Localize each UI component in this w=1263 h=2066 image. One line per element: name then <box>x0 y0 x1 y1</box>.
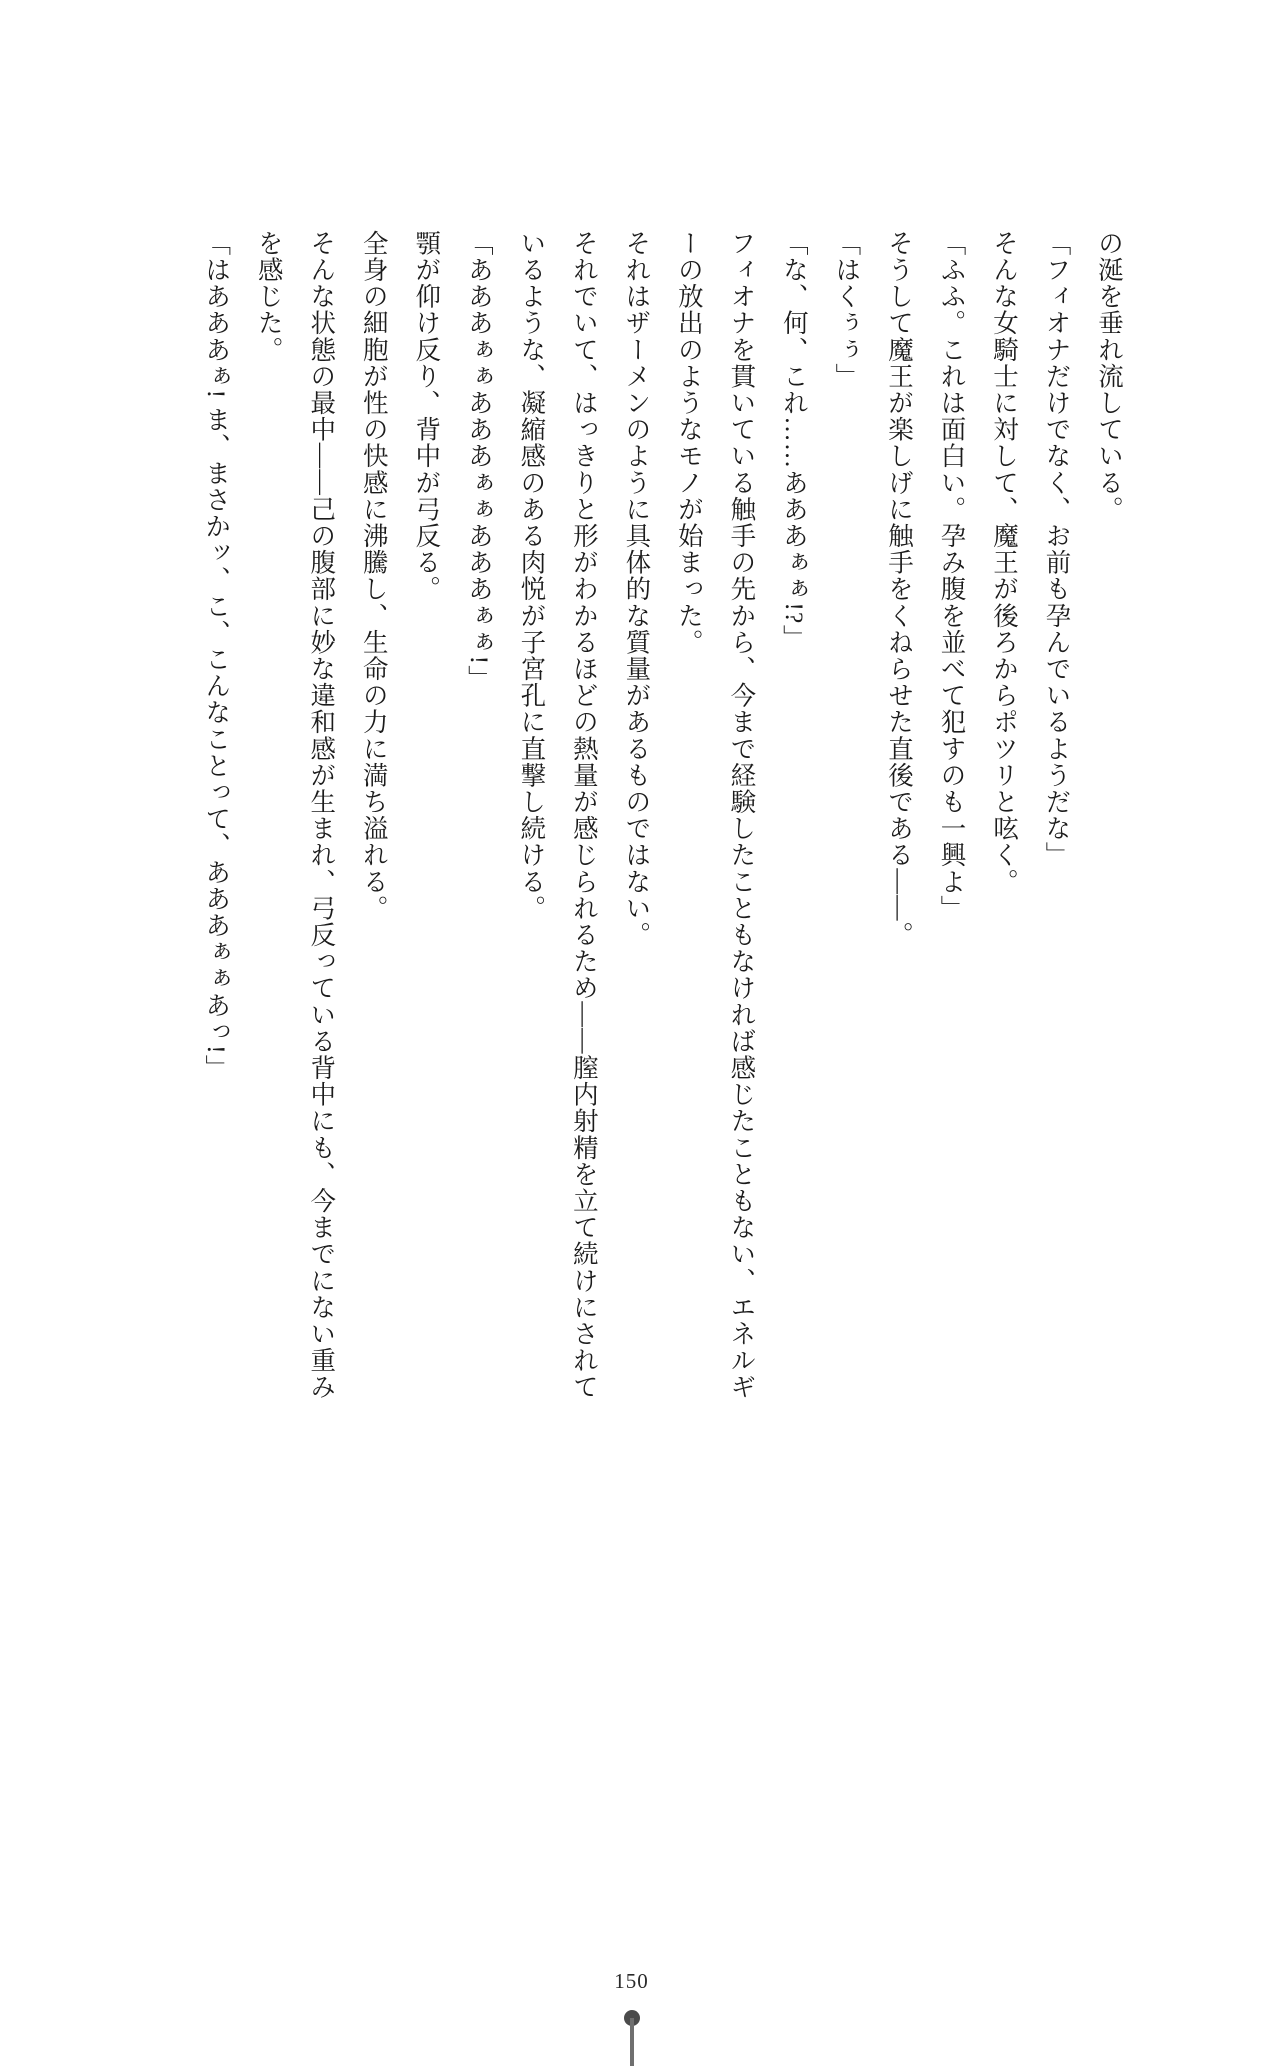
paragraph: フィオナを貫いている触手の先から、今まで経験したこともなければ感じたこともない、エネルギーの放出のようなモノが始まった。 <box>674 230 757 1401</box>
paragraph: 「あああぁぁあああぁぁあああぁぁ!」 <box>464 230 494 692</box>
paragraph: 「はあああぁ! ま、まさかッ、こ、こんなことって、あああぁぁあっ!」 <box>202 230 232 1082</box>
spine-line-mark <box>630 2018 634 2066</box>
paragraph: そんな状態の最中——己の腹部に妙な違和感が生まれ、弓反っている背中にも、今までにない重みを感じた。 <box>254 230 337 1401</box>
paragraph: 全身の細胞が性の快感に沸騰し、生命の力に満ち溢れる。 <box>359 230 389 922</box>
paragraph: そんな女騎士に対して、魔王が後ろからポツリと呟く。 <box>989 230 1019 895</box>
paragraph: そうして魔王が楽しげに触手をくねらせた直後である——。 <box>884 230 914 949</box>
paragraph: 「な、何、これ……あああぁぁ!?」 <box>779 230 809 652</box>
paragraph: 「はくぅぅ」 <box>832 230 862 390</box>
body-text <box>190 230 1135 1420</box>
paragraph: それはザーメンのように具体的な質量があるものではない。 <box>622 230 652 949</box>
paragraph: 顎が仰け反り、背中が弓反る。 <box>412 230 442 603</box>
paragraph: 「フィオナだけでなく、お前も孕んでいるようだな」 <box>1042 230 1072 869</box>
page-number: 150 <box>614 1969 649 1993</box>
paragraph: の涎を垂れ流している。 <box>1095 230 1124 523</box>
paragraph: それでいて、はっきりと形がわかるほどの熱量が感じられるため——膣内射精を立て続けにされているような、凝縮感のある肉悦が子宮孔に直撃し続ける。 <box>517 230 599 1401</box>
paragraph: 「ふふ。これは面白い。孕み腹を並べて犯すのも一興よ」 <box>937 230 967 922</box>
